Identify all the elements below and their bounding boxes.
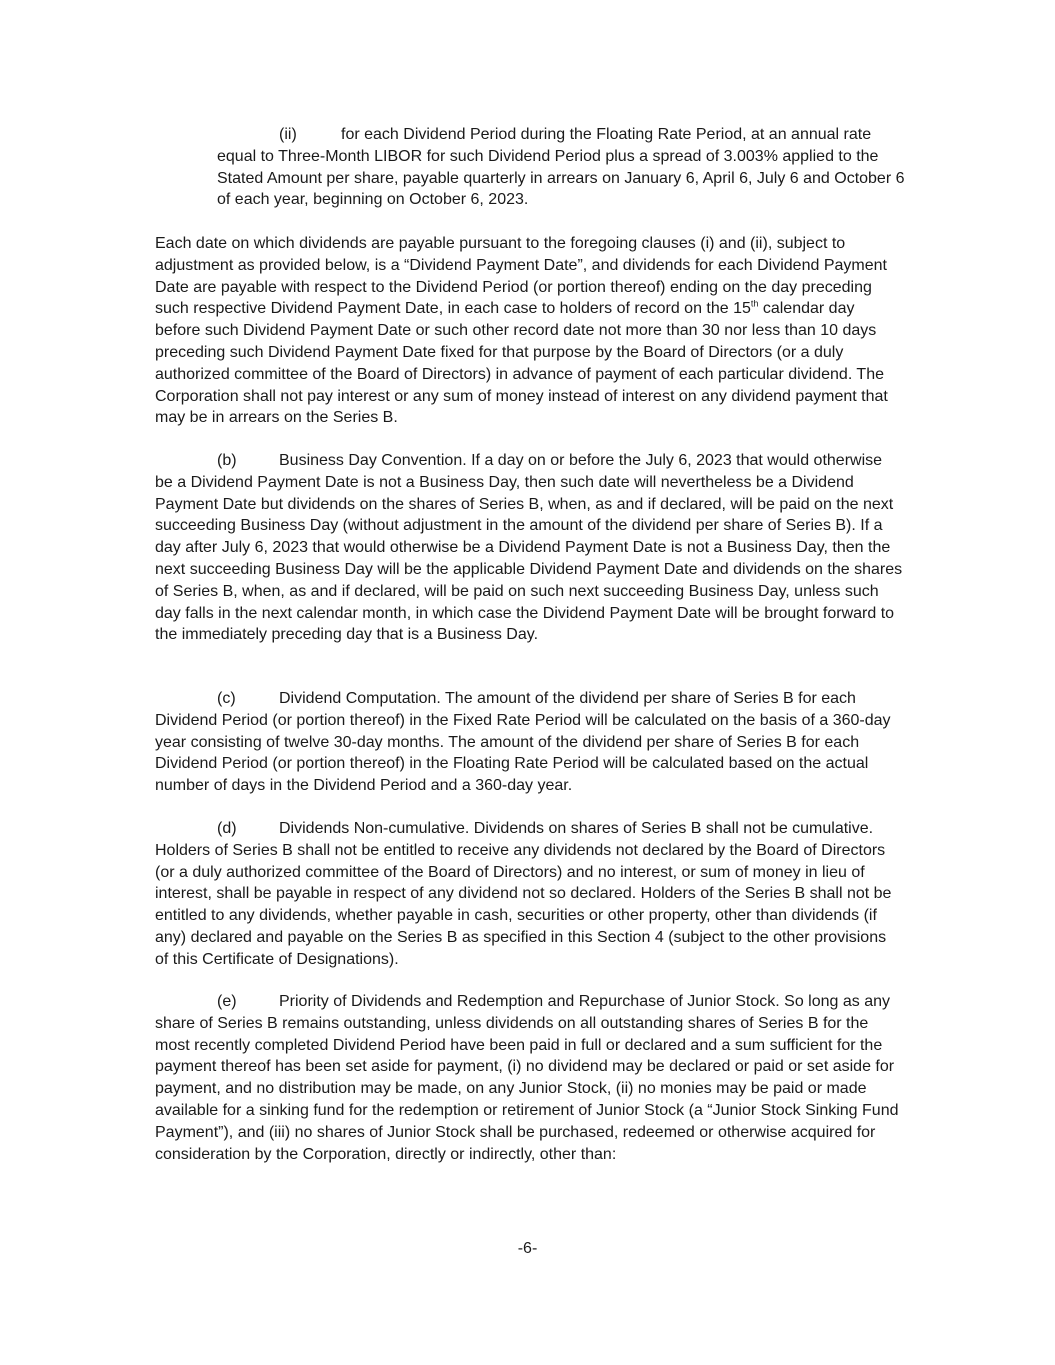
section-e-text: So long as any share of Series B remains outstanding, unless dividends on all outstanding shares of Series B for the most recently completed Dividend Period have been paid in full or declared and a sum sufficient for the payment thereof has been set aside for payment, (i) no dividend may be declared or paid or set aside for payment, and no distribution may be made, on any Junior Stock, (ii) no monies may be paid or made available for a sinking fund for the redemption or retirement of Junior Stock (a “Junior Stock Sinking Fund Payment”), and (iii) no shares of Junior Stock shall be purchased, redeemed or otherwise acquired for consideration by the Corporation, directly or indirectly, other than: xyxy=(155,993,899,1163)
section-b-paragraph xyxy=(155,450,903,646)
section-c-text: The amount of the dividend per share of Series B for each Dividend Period (or portion thereof) in the Fixed Rate Period will be calculated on the basis of a 360-day year consisting of twelve 30-day months. The amount of the dividend per share of Series B for each Dividend Period (or portion thereof) in the Floating Rate Period will be calculated based on the actual number of days in the Dividend Period and a 360-day year. xyxy=(155,690,891,795)
section-c-label: (c) xyxy=(217,690,236,707)
clause-ii-text: for each Dividend Period during the Floating Rate Period, at an annual rate equal to Three-Month LIBOR for such Dividend Period plus a spread of 3.003% applied to the Stated Amount per share, payable quarterly in arrears on January 6, April 6, July 6 and October 6 of each year, beginning on October 6, 2023. xyxy=(217,126,905,209)
section-c-heading: Dividend Computation. xyxy=(279,690,441,707)
section-d-label: (d) xyxy=(217,820,237,837)
section-e-heading: Priority of Dividends and Redemption and Repurchase of Junior Stock. xyxy=(279,993,780,1010)
dividend-payment-date-paragraph xyxy=(155,233,903,429)
section-d-heading: Dividends Non-cumulative. xyxy=(279,820,470,837)
ordinal-suffix: th xyxy=(750,299,759,310)
section-b-label: (b) xyxy=(217,452,237,469)
dividend-payment-date-text-start: Each date on which dividends are payable pursuant to the foregoing clauses (i) and (ii), subject to adjustment as provided below, is a “Dividend Payment Date”, and dividends for each Dividend Payment Date are payable with respect to the Dividend Period (or portion thereof) ending on the day preceding such respective Dividend Payment Date, in each case to holders of record on the 15 xyxy=(155,235,887,318)
section-b-heading: Business Day Convention. xyxy=(279,452,467,469)
section-d-text: Dividends on shares of Series B shall not be cumulative. Holders of Series B shall not be entitled to receive any dividends not declared by the Board of Directors (or a duly authorized committee of the Board of Directors) and no interest, or sum of money in lieu of interest, shall be payable in respect of any dividend not so declared. Holders of the Series B shall not be entitled to any dividends, whether payable in cash, securities or other property, other than dividends (if any) declared and payable on the Series B as specified in this Section 4 (subject to the other provisions of this Certificate of Designations). xyxy=(155,820,892,968)
section-e-paragraph xyxy=(155,991,903,1165)
section-b-text: If a day on or before the July 6, 2023 that would otherwise be a Dividend Payment Date is not a Business Day, then such date will nevertheless be a Dividend Payment Date but dividends on the shares of Series B, when, as and if declared, will be paid on the next succeeding Business Day (without adjustment in the amount of the dividend per share of Series B). If a day after July 6, 2023 that would otherwise be a Dividend Payment Date is not a Business Day, then the next succeeding Business Day will be the applicable Dividend Payment Date and dividends on the shares of Series B, when, as and if declared, will be paid on such next succeeding Business Day, unless such day falls in the next calendar month, in which case the Dividend Payment Date will be brought forward to the immediately preceding day that is a Business Day. xyxy=(155,452,903,644)
section-c-paragraph xyxy=(155,688,903,797)
dividend-payment-date-text-end: calendar day before such Dividend Payment Date or such other record date not more than 30 nor less than 10 days preceding such Dividend Payment Date fixed for that purpose by the Board of Directors (or a duly authorized committee of the Board of Directors) in advance of payment of each particular dividend. The Corporation shall not pay interest or any sum of money instead of interest on any dividend payment that may be in arrears on the Series B. xyxy=(155,300,888,427)
clause-ii-number: (ii) xyxy=(279,126,297,143)
section-d-paragraph xyxy=(155,818,903,971)
page-number: -6- xyxy=(517,1240,538,1257)
section-e-label: (e) xyxy=(217,993,237,1010)
clause-ii-paragraph xyxy=(217,124,907,211)
